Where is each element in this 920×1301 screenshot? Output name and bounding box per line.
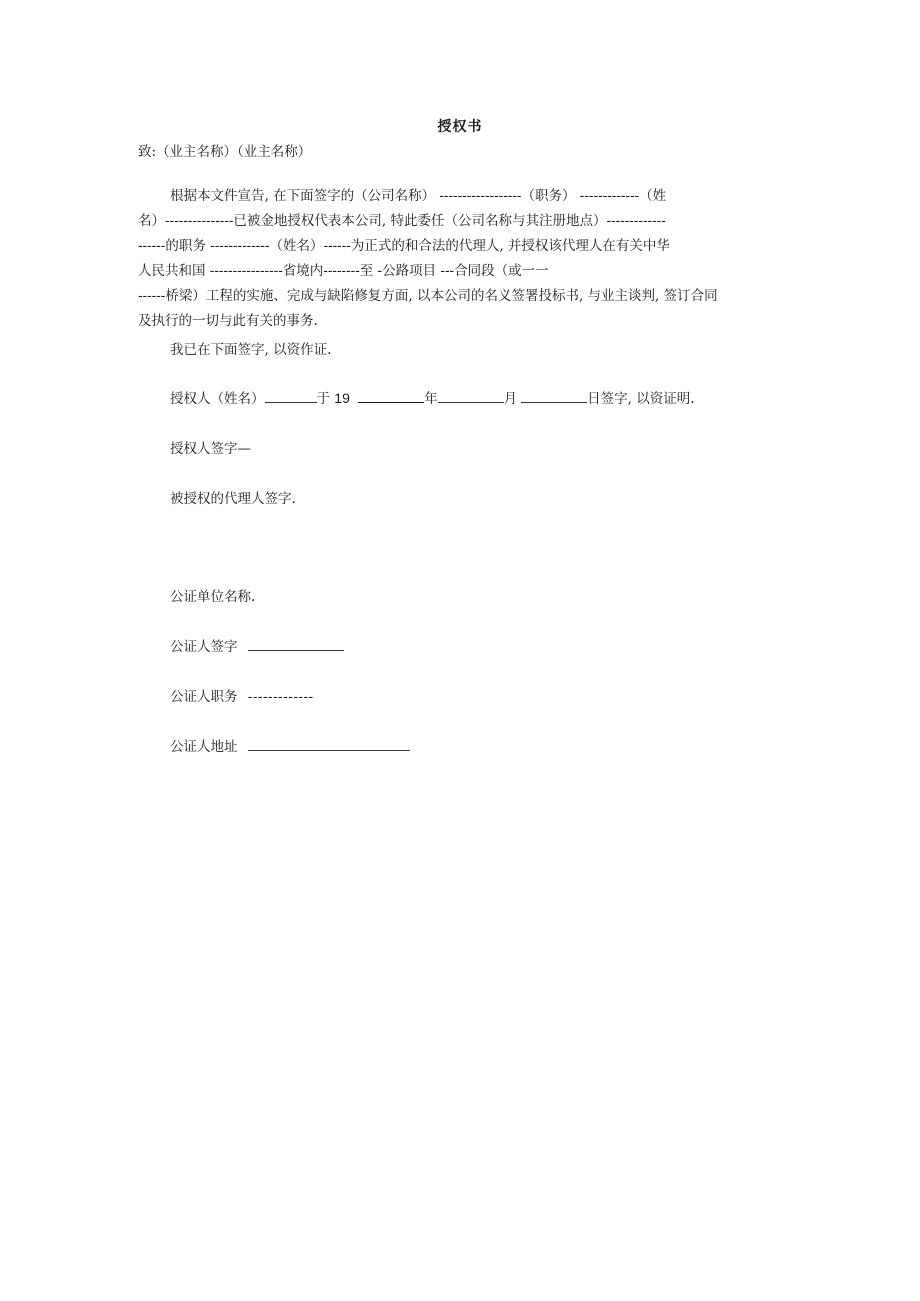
notary-title-row	[170, 685, 314, 705]
notary-signature-label: 公证人签字	[170, 639, 238, 655]
month-blank	[438, 388, 504, 403]
paragraph-line: 人民共和国 ----------------省境内--------至 -公路项目 ---合同段（或一一	[138, 263, 549, 279]
notary-address-row	[170, 735, 410, 755]
year-prefix: 19	[334, 390, 350, 406]
authorizer-name-label: 授权人（姓名）	[170, 391, 265, 407]
addressee-line: 致:（业主名称）（业主名称）	[138, 144, 312, 160]
notary-unit-name: 公证单位名称.	[170, 589, 256, 605]
authorizer-name-blank	[265, 388, 317, 403]
authorization-paragraph	[138, 184, 788, 334]
yu-label: 于	[316, 391, 330, 407]
notary-address-blank	[248, 736, 410, 751]
paragraph-line: 名）---------------已被金地授权代表本公司, 特此委任（公司名称与其注册地点）-------------	[138, 213, 666, 229]
paragraph-line: ------桥梁）工程的实施、完成与缺陷修复方面, 以本公司的名义签署投标书, 与业主谈判, 签订合同	[138, 288, 718, 304]
year-blank	[358, 388, 424, 403]
paragraph-line: ------的职务 -------------（姓名）------为正式的和合法的代理人, 并授权该代理人在有关中华	[138, 238, 670, 254]
notary-address-label: 公证人地址	[170, 739, 238, 755]
year-label: 年	[424, 391, 438, 407]
month-label: 月	[503, 391, 518, 407]
paragraph-line: 根据本文件宣告, 在下面签字的（公司名称） ------------------（职务） -------------（姓	[170, 188, 667, 204]
authorizer-signature: 授权人签字—	[170, 441, 251, 457]
agent-signature: 被授权的代理人签字.	[170, 491, 296, 507]
notary-title-label: 公证人职务	[170, 689, 238, 705]
day-label: 日签字, 以资证明.	[587, 391, 695, 407]
notary-title-dashes: -------------	[247, 689, 314, 705]
paragraph-line: 及执行的一切与此有关的事务.	[138, 313, 318, 329]
witness-statement: 我已在下面签字, 以资作证.	[170, 342, 332, 358]
notary-signature-blank	[248, 636, 344, 651]
document-title: 授权书	[437, 119, 483, 135]
authorizer-date-row	[170, 387, 695, 407]
notary-signature-row	[170, 635, 344, 655]
day-blank	[521, 388, 587, 403]
